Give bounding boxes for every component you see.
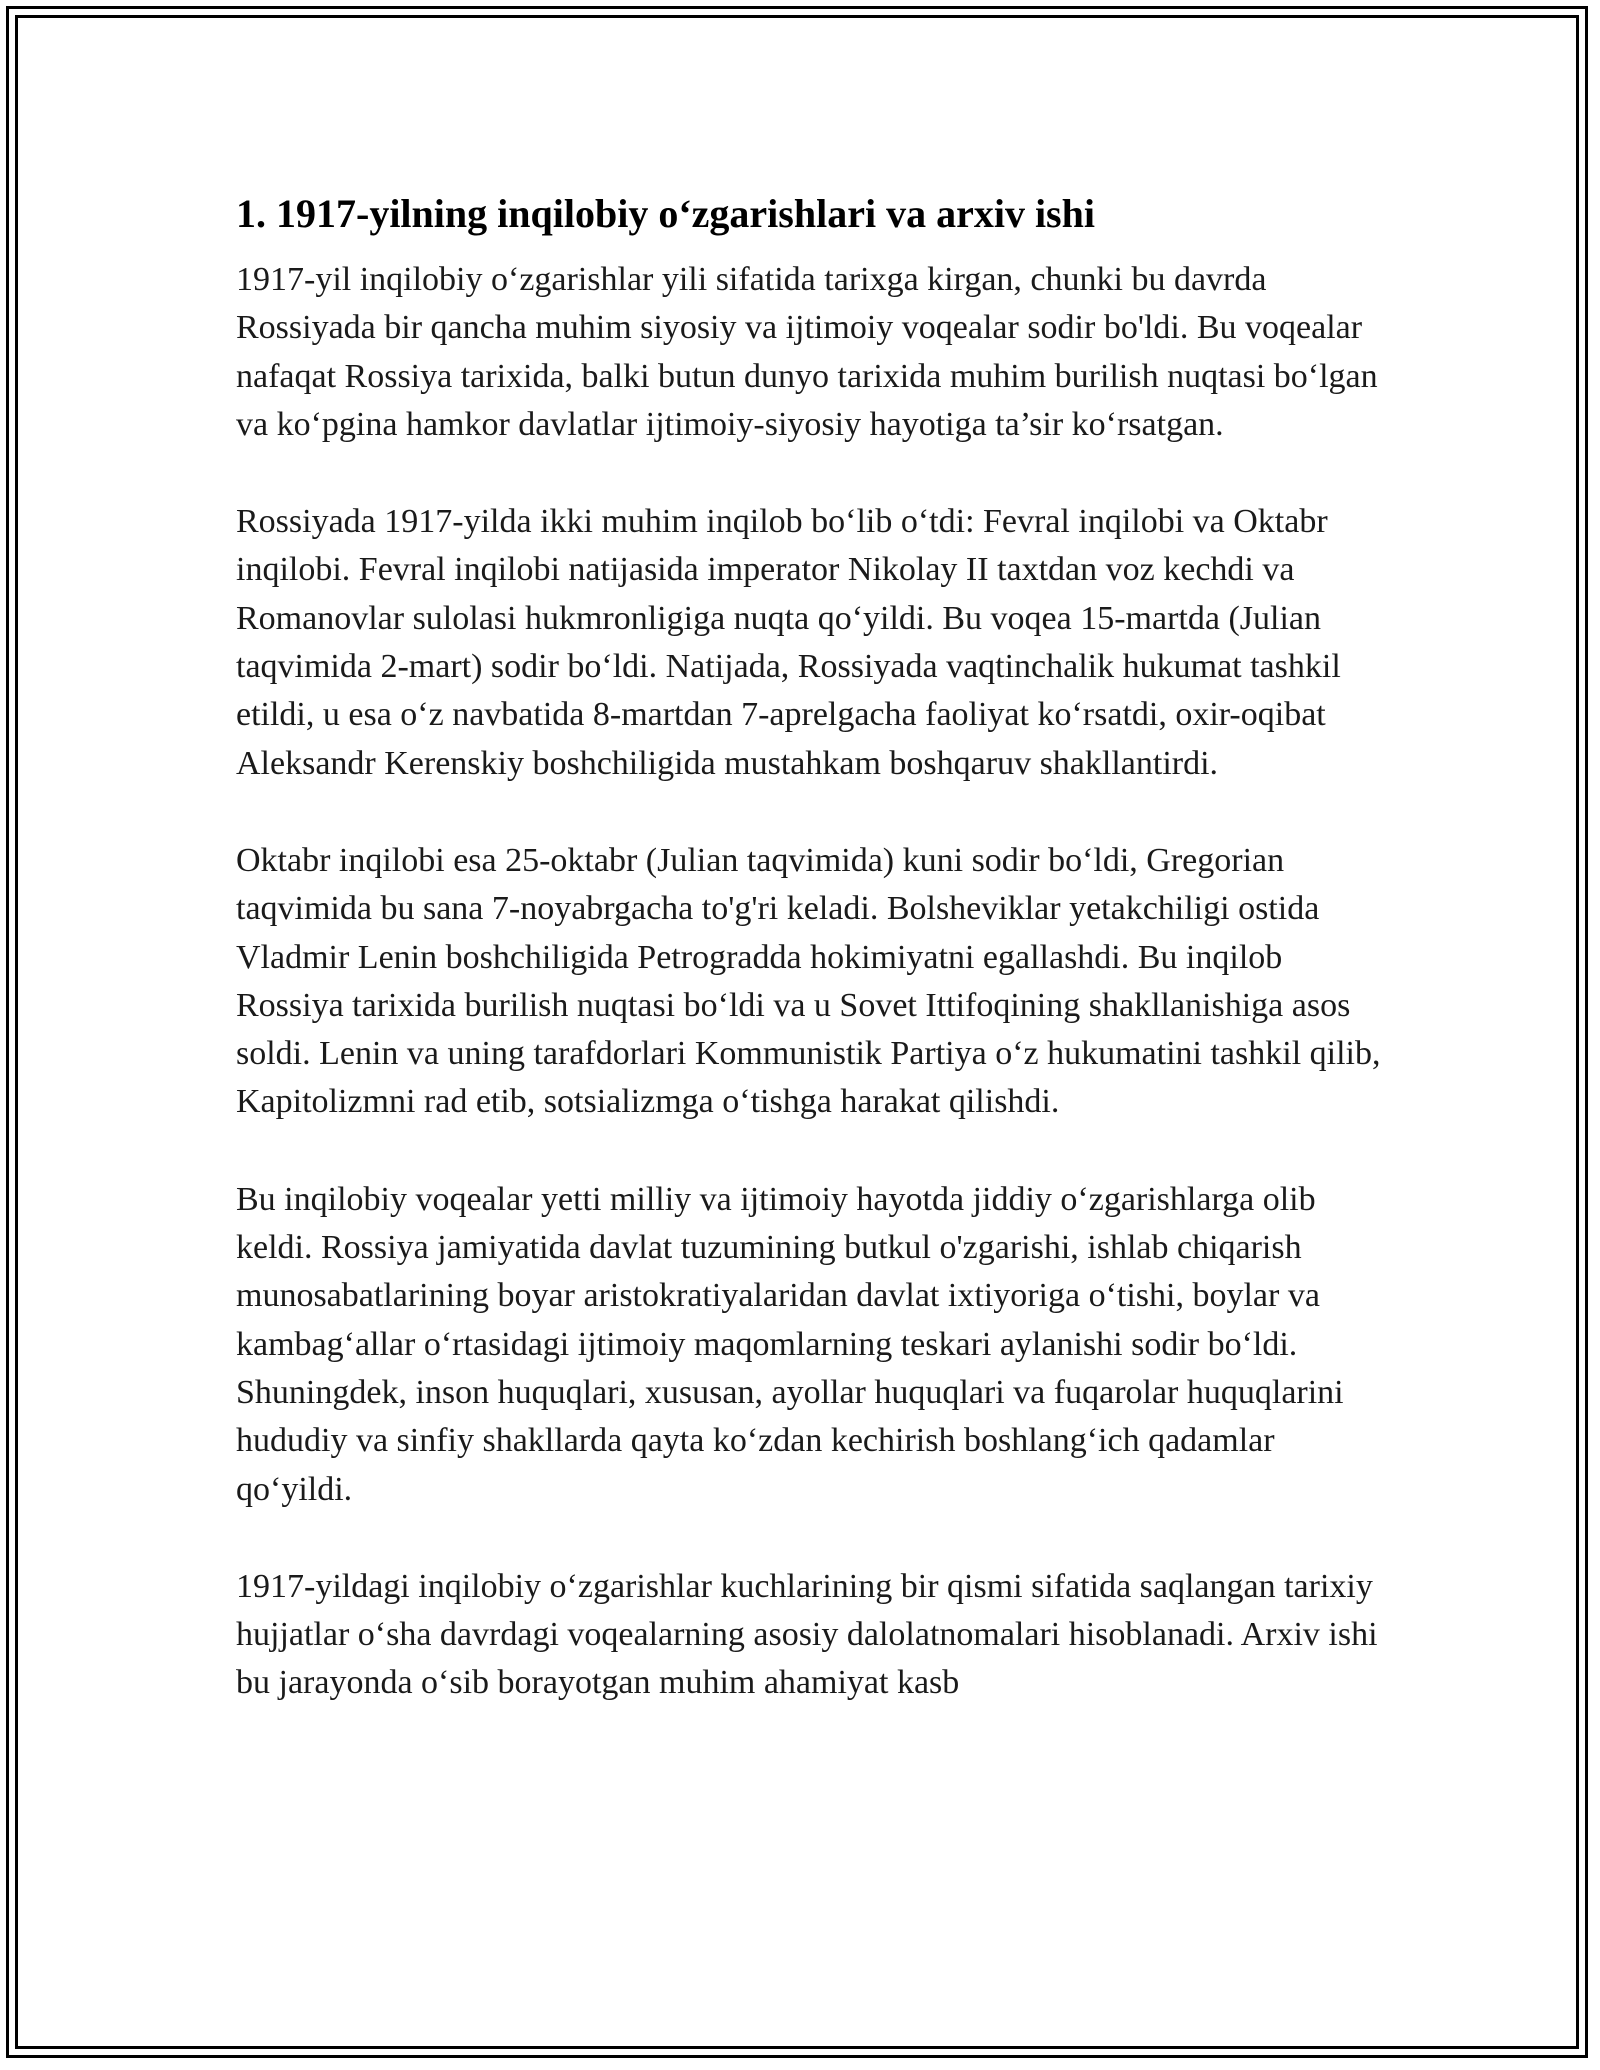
document-body <box>236 188 1386 1708</box>
paragraph-3: Oktabr inqilobi esa 25-oktabr (Julian taqvimida) kuni sodir bo‘ldi, Gregorian taqvimida bu sana 7-noyabrgacha to'g'ri keladi. Bolsheviklar yetakchiligi ostida Vladmir Lenin boshchiligida Petrogradda hokimiyatni egallashdi. Bu inqilob Rossiya tarixida burilish nuqtasi bo‘ldi va u Sovet Ittifoqining shakllanishiga asos soldi. Lenin va uning tarafdorlari Kommunistik Partiya o‘z hukumatini tashkil qilib, Kapitolizmni rad etib, sotsializmga o‘tishga harakat qilishdi. <box>236 841 1381 1121</box>
paragraph-5: 1917-yildagi inqilobiy o‘zgarishlar kuchlarining bir qismi sifatida saqlangan tarixiy hujjatlar o‘sha davrdagi voqealarning asosiy dalolatnomalari hisoblanadi. Arxiv ishi bu jarayonda o‘sib borayotgan muhim ahamiyat kasb <box>236 1567 1378 1702</box>
paragraph-1: 1917-yil inqilobiy o‘zgarishlar yili sifatida tarixga kirgan, chunki bu davrda Rossiyada bir qancha muhim siyosiy va ijtimoiy voqealar sodir bo'ldi. Bu voqealar nafaqat Rossiya tarixida, balki butun dunyo tarixida muhim burilish nuqtasi bo‘lgan va ko‘pgina hamkor davlatlar ijtimoiy-siyosiy hayotiga ta’sir ko‘rsatgan. <box>236 261 1378 443</box>
section-heading: 1. 1917-yilning inqilobiy o‘zgarishlari va arxiv ishi <box>236 191 1095 236</box>
paragraph-2: Rossiyada 1917-yilda ikki muhim inqilob bo‘lib o‘tdi: Fevral inqilobi va Oktabr inqilobi. Fevral inqilobi natijasida imperator Nikolay II taxtdan voz kechdi va Romanovlar sulolasi hukmronligiga nuqta qo‘yildi. Bu voqea 15-martda (Julian taqvimida 2-mart) sodir bo‘ldi. Natijada, Rossiyada vaqtinchalik hukumat tashkil etildi, u esa o‘z navbatida 8-martdan 7-aprelgacha faoliyat ko‘rsatdi, oxir-oqibat Aleksandr Kerenskiy boshchiligida mustahkam boshqaruv shakllantirdi. <box>236 503 1341 782</box>
paragraph-4: Bu inqilobiy voqealar yetti milliy va ijtimoiy hayotda jiddiy o‘zgarishlarga olib keldi. Rossiya jamiyatida davlat tuzumining butkul o'zgarishi, ishlab chiqarish munosabatlarining boyar aristokratiyalaridan davlat ixtiyoriga o‘tishi, boylar va kambag‘allar o‘rtasidagi ijtimoiy maqomlarning teskari aylanishi sodir bo‘ldi. Shuningdek, inson huquqlari, xususan, ayollar huquqlari va fuqarolar huquqlarini hududiy va sinfiy shakllarda qayta ko‘zdan kechirish boshlang‘ich qadamlar qo‘yildi. <box>236 1180 1344 1508</box>
